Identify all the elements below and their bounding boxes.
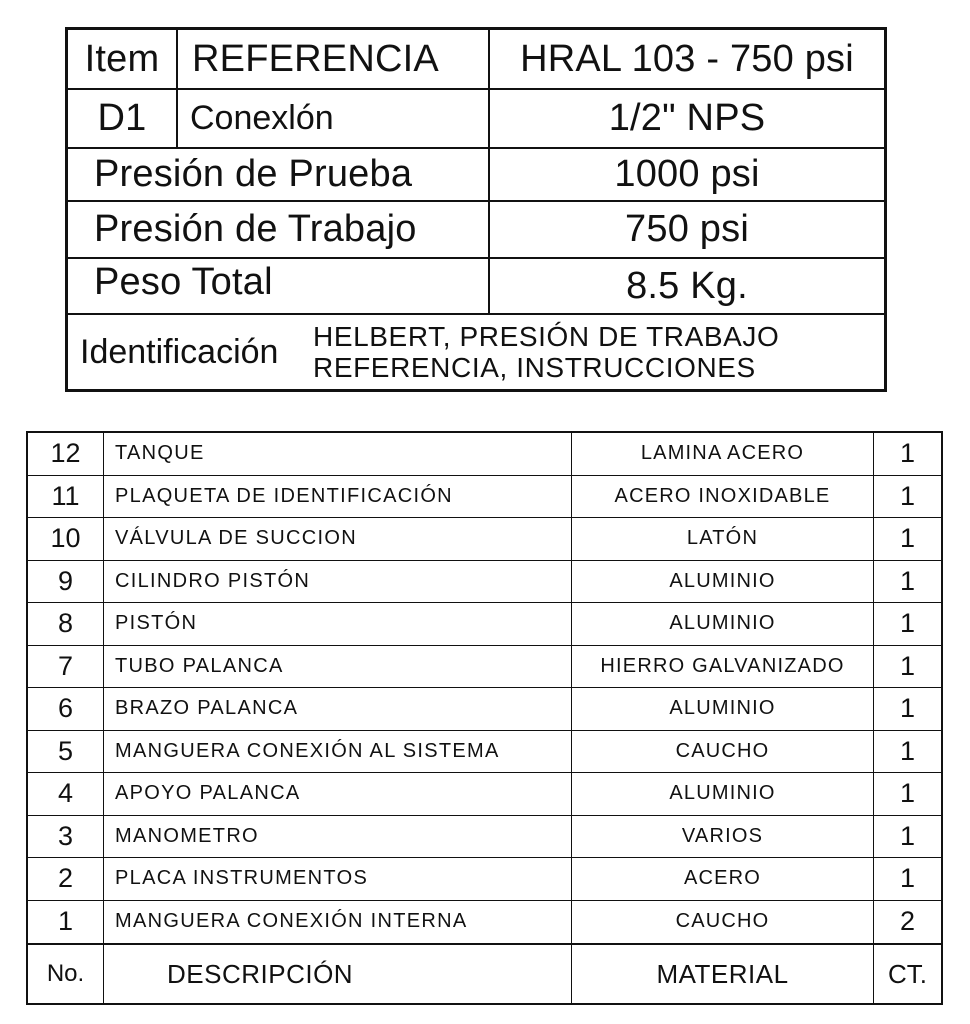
table-row bbox=[28, 816, 941, 859]
row-material: ALUMINIO bbox=[571, 561, 873, 603]
row-material: ALUMINIO bbox=[571, 688, 873, 730]
row-number: 4 bbox=[57, 778, 74, 809]
row-quantity: 1 bbox=[873, 858, 941, 900]
row-material: ACERO INOXIDABLE bbox=[571, 476, 873, 518]
row-description: MANGUERA CONEXIÓN INTERNA bbox=[103, 901, 571, 944]
row-quantity: 1 bbox=[873, 646, 941, 688]
spec-header-row bbox=[68, 30, 884, 88]
spec-conexion-label: Conexlón bbox=[176, 90, 488, 147]
row-material: LAMINA ACERO bbox=[571, 433, 873, 475]
bill-of-materials-table bbox=[26, 431, 943, 1005]
row-quantity: 1 bbox=[873, 476, 941, 518]
spec-presion-trabajo-row bbox=[68, 200, 884, 257]
row-quantity: 1 bbox=[873, 433, 941, 475]
spec-peso-total-label: Peso Total bbox=[94, 261, 273, 303]
spec-referencia-header: REFERENCIA bbox=[176, 30, 488, 88]
row-description: TANQUE bbox=[103, 433, 571, 475]
spec-presion-prueba-value: 1000 psi bbox=[488, 149, 884, 200]
spec-item-header: Item bbox=[84, 37, 160, 80]
row-quantity: 1 bbox=[873, 603, 941, 645]
row-description: APOYO PALANCA bbox=[103, 773, 571, 815]
row-material: HIERRO GALVANIZADO bbox=[571, 646, 873, 688]
spec-presion-trabajo-label: Presión de Trabajo bbox=[94, 208, 417, 250]
spec-presion-trabajo-value: 750 psi bbox=[488, 202, 884, 257]
table-row bbox=[28, 858, 941, 901]
table-row bbox=[28, 561, 941, 604]
table-row bbox=[28, 773, 941, 816]
header-quantity: CT. bbox=[873, 945, 941, 1003]
spec-peso-total-row bbox=[68, 257, 884, 313]
row-number: 11 bbox=[51, 480, 80, 511]
row-number: 8 bbox=[57, 608, 74, 639]
spec-model: HRAL 103 - 750 psi bbox=[488, 30, 884, 88]
table-row bbox=[28, 901, 941, 944]
row-description: MANGUERA CONEXIÓN AL SISTEMA bbox=[103, 731, 571, 773]
spec-presion-prueba-label: Presión de Prueba bbox=[94, 153, 413, 195]
row-material: CAUCHO bbox=[571, 901, 873, 944]
row-description: BRAZO PALANCA bbox=[103, 688, 571, 730]
row-quantity: 1 bbox=[873, 688, 941, 730]
table-row bbox=[28, 731, 941, 774]
row-number: 12 bbox=[50, 438, 81, 469]
table-row bbox=[28, 518, 941, 561]
spec-identificacion-text bbox=[313, 315, 884, 389]
row-material: CAUCHO bbox=[571, 731, 873, 773]
row-number: 5 bbox=[57, 735, 74, 766]
row-quantity: 1 bbox=[873, 518, 941, 560]
row-quantity: 1 bbox=[873, 561, 941, 603]
row-quantity: 1 bbox=[873, 816, 941, 858]
table-row bbox=[28, 688, 941, 731]
spec-presion-prueba-row bbox=[68, 147, 884, 200]
table-row bbox=[28, 433, 941, 476]
spec-peso-total-value: 8.5 Kg. bbox=[488, 259, 884, 313]
table-row bbox=[28, 646, 941, 689]
specification-table bbox=[65, 27, 887, 392]
row-quantity: 2 bbox=[873, 901, 941, 944]
row-material: ALUMINIO bbox=[571, 773, 873, 815]
row-quantity: 1 bbox=[873, 773, 941, 815]
row-number: 1 bbox=[57, 906, 74, 937]
table-row bbox=[28, 476, 941, 519]
table-row bbox=[28, 603, 941, 646]
row-description: TUBO PALANCA bbox=[103, 646, 571, 688]
spec-identificacion-label: Identificación bbox=[80, 332, 279, 371]
row-number: 9 bbox=[57, 565, 74, 596]
spec-conexion-item: D1 bbox=[97, 97, 147, 139]
row-number: 3 bbox=[57, 820, 74, 851]
row-material: LATÓN bbox=[571, 518, 873, 560]
row-number: 10 bbox=[50, 523, 81, 554]
header-number: No. bbox=[46, 960, 85, 987]
spec-conexion-value: 1/2" NPS bbox=[488, 90, 884, 147]
row-number: 7 bbox=[57, 650, 74, 681]
row-description: VÁLVULA DE SUCCION bbox=[103, 518, 571, 560]
row-material: ACERO bbox=[571, 858, 873, 900]
header-description: DESCRIPCIÓN bbox=[103, 945, 571, 1003]
spec-identificacion-line1: HELBERT, PRESIÓN DE TRABAJO bbox=[313, 321, 780, 352]
spec-identificacion-line2: REFERENCIA, INSTRUCCIONES bbox=[313, 352, 756, 383]
bom-header-row bbox=[28, 943, 941, 1003]
row-description: PLAQUETA DE IDENTIFICACIÓN bbox=[103, 476, 571, 518]
row-material: ALUMINIO bbox=[571, 603, 873, 645]
row-description: MANOMETRO bbox=[103, 816, 571, 858]
row-description: PLACA INSTRUMENTOS bbox=[103, 858, 571, 900]
spec-conexion-row bbox=[68, 88, 884, 147]
header-material: MATERIAL bbox=[571, 945, 873, 1003]
row-number: 2 bbox=[57, 863, 74, 894]
row-material: VARIOS bbox=[571, 816, 873, 858]
spec-identificacion-row bbox=[68, 313, 884, 389]
row-number: 6 bbox=[57, 693, 74, 724]
row-description: PISTÓN bbox=[103, 603, 571, 645]
row-description: CILINDRO PISTÓN bbox=[103, 561, 571, 603]
row-quantity: 1 bbox=[873, 731, 941, 773]
